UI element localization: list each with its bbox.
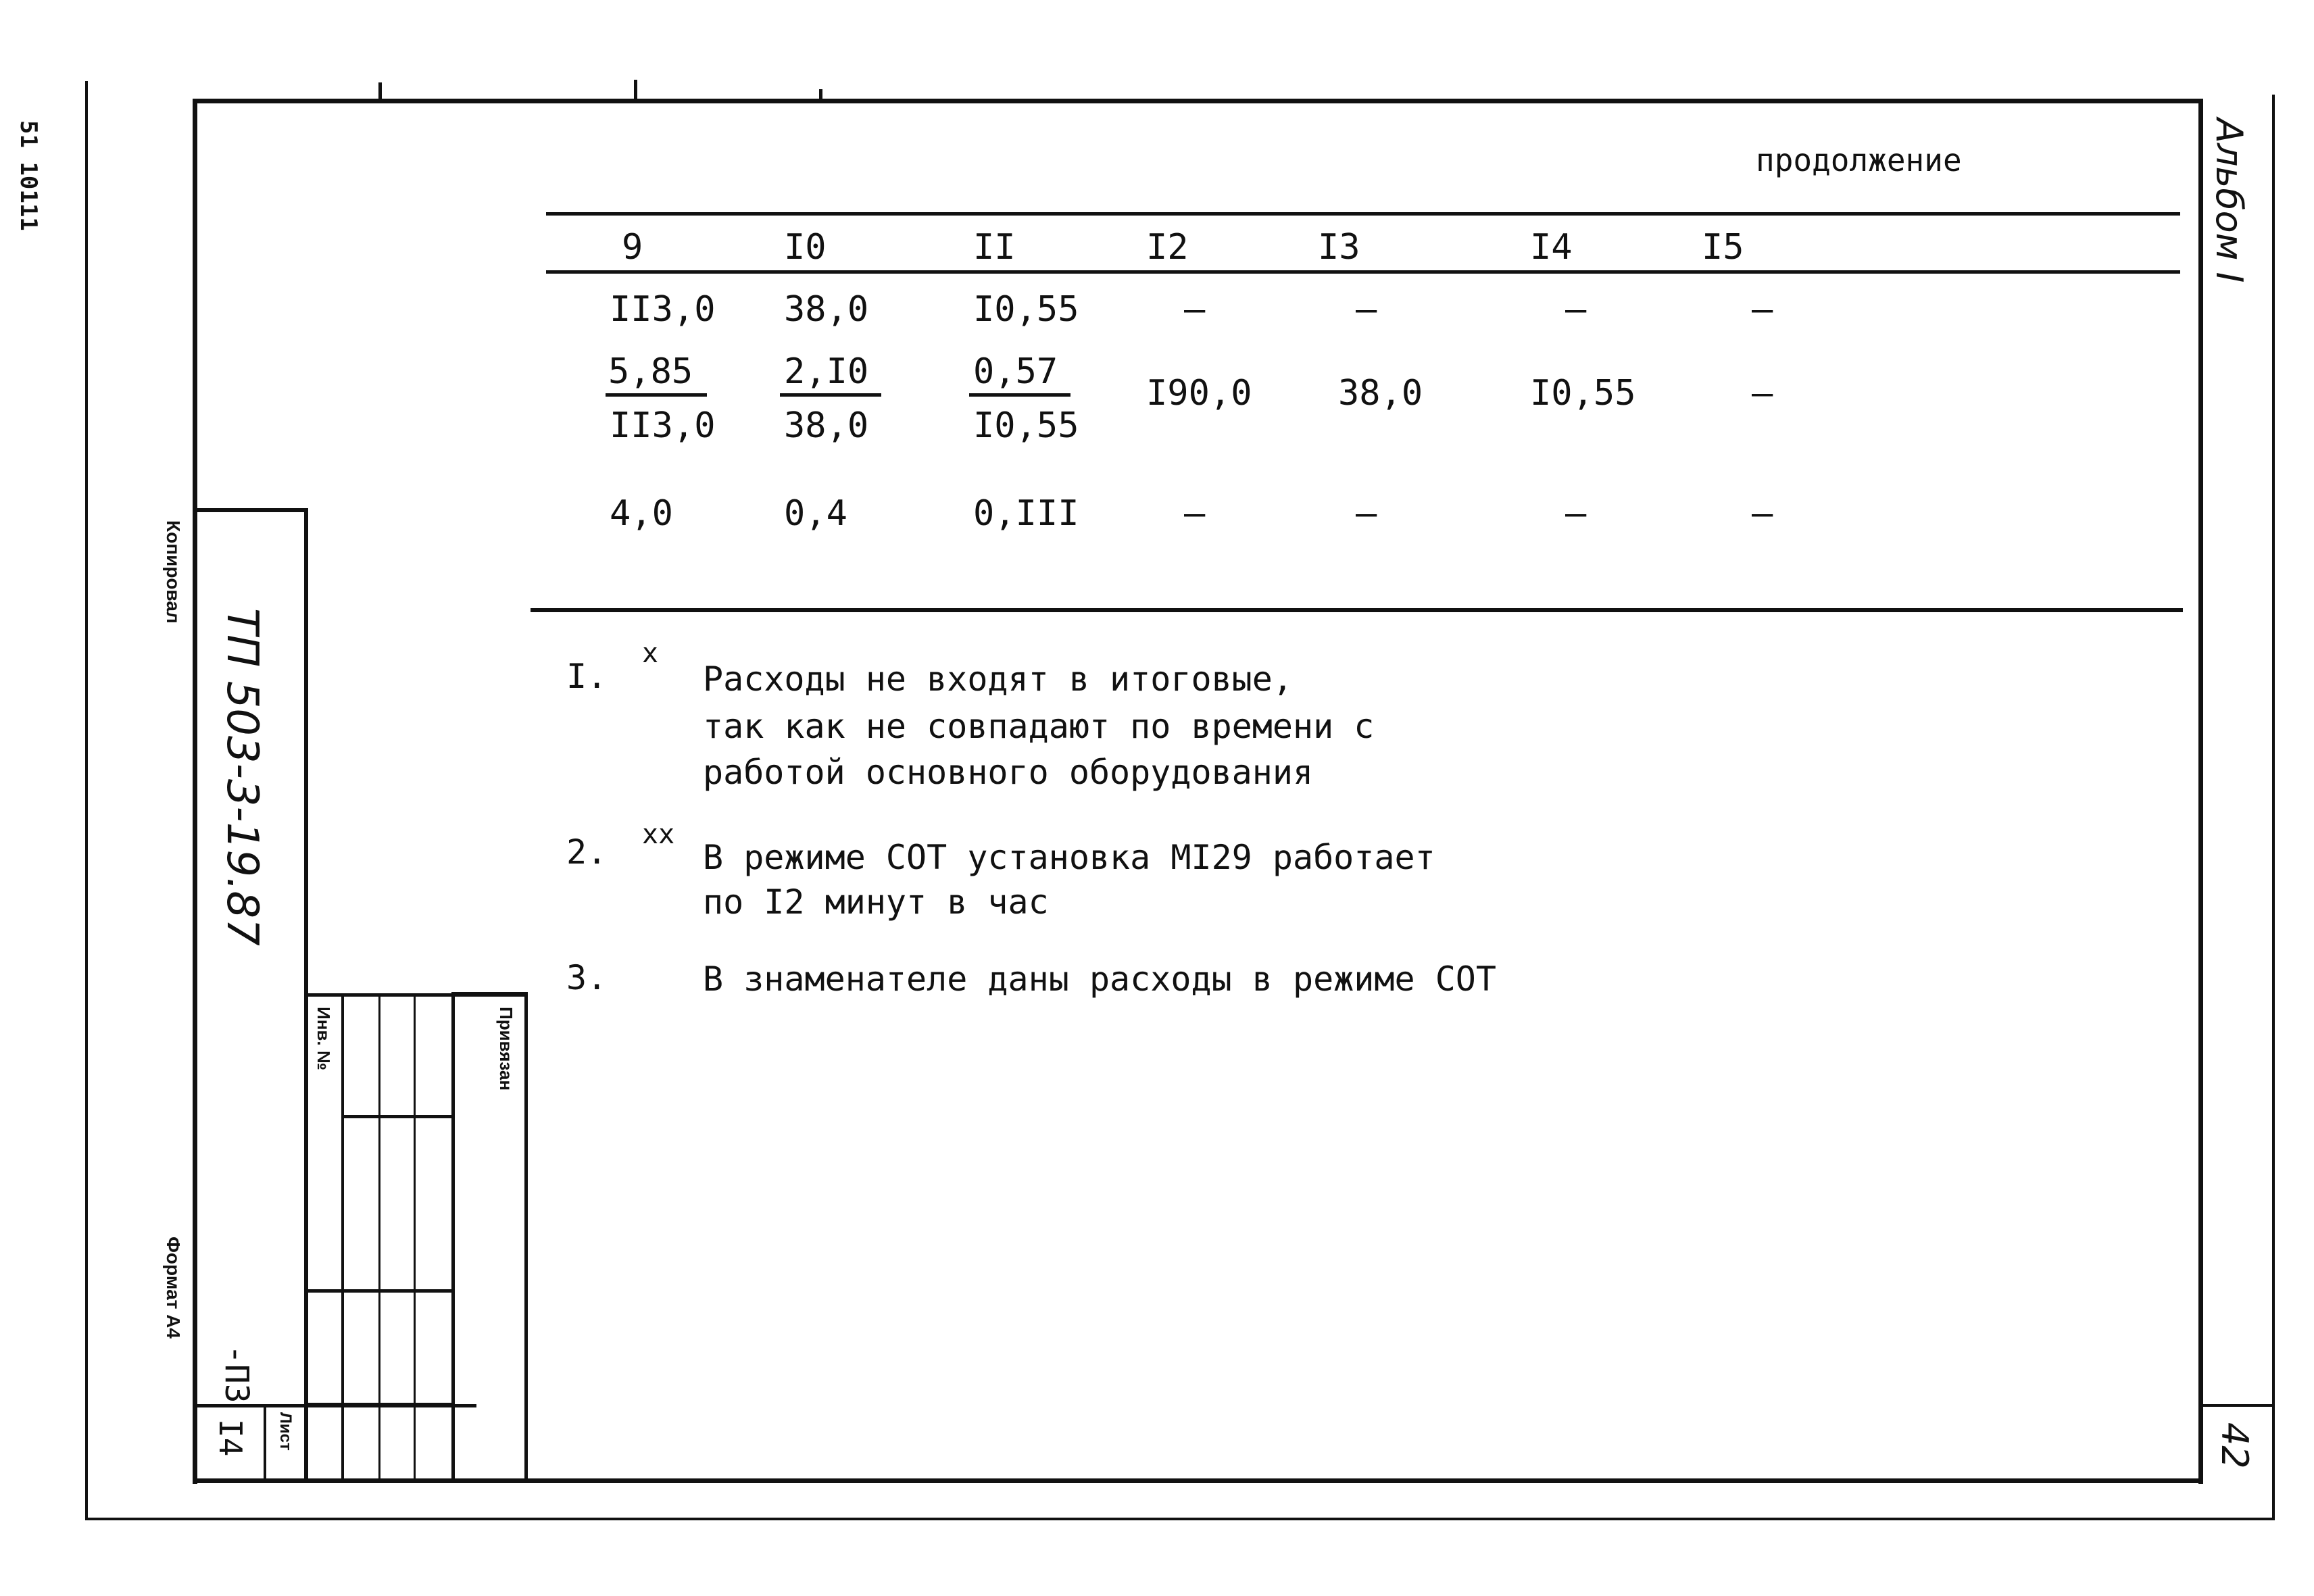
table-row-3-c13: –	[1356, 493, 1377, 534]
top-tick-3	[819, 89, 822, 103]
table-row-2-c14: I0,55	[1530, 373, 1636, 414]
table-row-1-c13: –	[1356, 289, 1377, 330]
table-row-3-c14: –	[1565, 493, 1587, 534]
table-row-2-c15: –	[1752, 373, 1773, 414]
bound-col-right	[524, 992, 528, 1481]
table-rule-bottom	[531, 608, 2183, 612]
frame-right	[2198, 99, 2203, 1484]
trim-right	[2272, 95, 2275, 1520]
stamp-sheet-code: -ПЗ	[218, 1345, 255, 1403]
table-row-2-c9-numerator: 5,85	[608, 351, 693, 392]
table-row-3-c11: 0,III	[973, 493, 1079, 534]
inv-grid-col-1	[341, 993, 344, 1481]
table-row-3-c9: 4,0	[610, 493, 673, 534]
right-strip-divider	[2198, 1404, 2273, 1407]
stamp-bound-label: Привязан	[496, 1007, 516, 1091]
note-2-mark: хх	[642, 819, 675, 850]
note-1-line-2: так как не совпадают по времени с	[703, 707, 1375, 746]
stamp-doc-top	[193, 508, 307, 512]
note-2-number: 2.	[566, 832, 608, 872]
col-header-12: I2	[1146, 227, 1189, 268]
trim-bottom	[85, 1518, 2275, 1520]
album-label: Альбом I	[2208, 118, 2250, 283]
table-row-2-c11-bar	[969, 393, 1070, 397]
table-row-2-c9-denominator: II3,0	[610, 405, 716, 446]
table-row-2-c13: 38,0	[1338, 373, 1423, 414]
frame-left	[193, 99, 197, 1484]
col-header-13: I3	[1318, 227, 1360, 268]
inv-grid-col-2	[378, 993, 380, 1481]
table-rule-top	[546, 212, 2180, 216]
note-1-mark: х	[642, 638, 659, 669]
stamp-sheet-label: Лист	[276, 1412, 295, 1451]
bound-col-top	[451, 992, 527, 995]
inv-grid-col-4	[451, 993, 455, 1481]
note-2-line-2: по I2 минут в час	[703, 882, 1049, 922]
stamp-sheet-number: I4	[212, 1419, 249, 1457]
table-row-1-c12: –	[1184, 289, 1206, 330]
top-tick-2	[634, 80, 637, 103]
table-row-1-c10: 38,0	[784, 289, 869, 330]
table-row-2-c12: I90,0	[1146, 373, 1252, 414]
col-header-15: I5	[1702, 227, 1744, 268]
stamp-sheet-inner	[264, 1405, 266, 1481]
table-row-2-c9-bar	[606, 393, 707, 397]
inv-grid-row-2	[304, 1289, 453, 1293]
table-row-2-c10-bar	[780, 393, 881, 397]
note-3-number: 3.	[566, 958, 608, 997]
note-2-line-1: В режиме СОТ установка МI29 работает	[703, 838, 1435, 877]
col-header-9: 9	[622, 227, 643, 268]
top-tick-1	[378, 82, 382, 103]
stamp-inv-label: Инв. №	[314, 1007, 334, 1070]
inv-grid-col-3	[414, 993, 416, 1481]
table-row-2-c11-numerator: 0,57	[973, 351, 1058, 392]
table-row-2-c10-numerator: 2,I0	[784, 351, 869, 392]
table-row-1-c11: I0,55	[973, 289, 1079, 330]
col-header-14: I4	[1530, 227, 1573, 268]
table-row-2-c11-denominator: I0,55	[973, 405, 1079, 446]
frame-bottom	[193, 1478, 2203, 1483]
table-rule-header	[546, 270, 2180, 274]
page-number: 42	[2213, 1422, 2256, 1469]
note-1-number: I.	[566, 657, 608, 696]
trim-left	[85, 81, 88, 1520]
inv-grid-row-3	[304, 1403, 453, 1406]
table-row-3-c15: –	[1752, 493, 1773, 534]
note-3-line-1: В знаменателе даны расходы в режиме СОТ	[703, 959, 1496, 999]
continuation-label: продолжение	[1756, 142, 1962, 178]
table-row-1-c14: –	[1565, 289, 1587, 330]
margin-code: 51 10111	[15, 120, 42, 231]
note-1-line-1: Расходы не входят в итоговые,	[703, 659, 1293, 699]
table-row-1-c15: –	[1752, 289, 1773, 330]
table-row-3-c12: –	[1184, 493, 1206, 534]
col-header-10: I0	[784, 227, 827, 268]
stamp-doc-code: ТП 503-3-19.87	[217, 608, 267, 946]
table-row-2-c10-denominator: 38,0	[784, 405, 869, 446]
inv-grid-row-1	[341, 1115, 453, 1118]
note-1-line-3: работой основного оборудования	[703, 753, 1314, 792]
col-header-11: II	[973, 227, 1016, 268]
table-row-1-c9: II3,0	[610, 289, 716, 330]
trim-top-right	[2203, 99, 2275, 101]
table-row-3-c10: 0,4	[784, 493, 847, 534]
frame-top	[193, 99, 2203, 103]
format-label: Формат А4	[163, 1237, 184, 1339]
copied-label: Копировал	[163, 520, 184, 624]
